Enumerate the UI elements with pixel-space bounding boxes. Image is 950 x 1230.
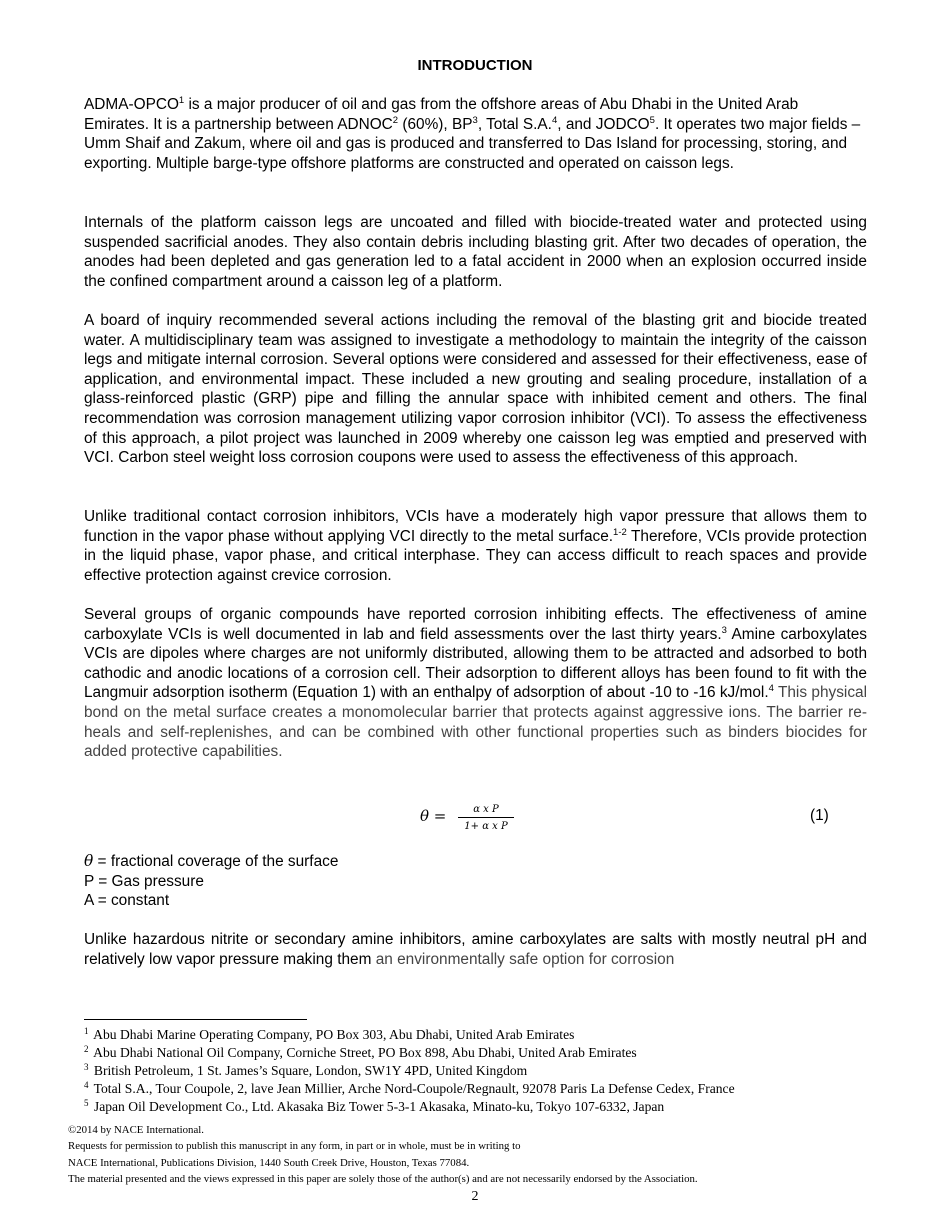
footnote-number: 2	[84, 1044, 89, 1054]
legal-line: NACE International, Publications Division, 1440 South Creek Drive, Houston, Texas 77084.	[68, 1156, 470, 1169]
text-run: an environmentally safe option for corrosion	[371, 950, 675, 968]
equation-fraction	[458, 804, 514, 832]
text-run: Unlike traditional contact corrosion inhibitors, VCIs have a moderately high vapor pressure that allows them to function in the vapor phase without applying VCI directly to the metal surface.	[84, 508, 867, 545]
paragraph-2: Internals of the platform caisson legs are uncoated and filled with biocide-treated water and protected using suspended sacrificial anodes. They also contain debris including blasting grit. After two decades of operation, the anodes had been depleted and gas generation led to a fatal accident in 2000 when an explosion occurred inside the confined compartment around a caisson leg of a platform.	[84, 214, 867, 290]
footnotes	[84, 1026, 874, 1116]
definition-theta	[84, 852, 338, 872]
footnote-text: Abu Dhabi Marine Operating Company, PO Box 303, Abu Dhabi, United Arab Emirates	[90, 1027, 575, 1042]
footnote-ref[interactable]: 1	[178, 95, 185, 106]
equation-lhs: θ =	[420, 807, 447, 825]
text-run: (60%), BP	[398, 115, 473, 133]
page-number: 2	[471, 1189, 479, 1204]
definition-p	[84, 872, 338, 892]
footnote-ref[interactable]: 4	[551, 114, 558, 126]
definition-a	[84, 891, 338, 911]
legal-line: Requests for permission to publish this manuscript in any form, in part or in whole, must be in writing to	[68, 1140, 521, 1153]
equation-number: (1)	[810, 807, 829, 824]
text-run: Therefore, VCIs provide protection in the liquid phase, vapor phase, and critical interphase. They can access difficult to reach spaces and provide effective protection against crevice corrosion.	[84, 527, 867, 584]
text-run: . It operates two major fields – Umm Shaif and Zakum, where oil and gas is produced and transferred to Das Island for processing, storing, and exporting. Multiple barge-type offshore platforms are constructed and operated on caisson legs.	[84, 115, 861, 172]
paragraph-4	[84, 507, 867, 585]
definition-text: = constant	[93, 892, 170, 910]
footnote-text: British Petroleum, 1 St. James’s Square, London, SW1Y 4PD, United Kingdom	[90, 1063, 528, 1078]
footnote-text: Abu Dhabi National Oil Company, Corniche Street, PO Box 898, Abu Dhabi, United Arab Emirates	[90, 1045, 637, 1060]
text-run: Unlike hazardous nitrite or secondary amine inhibitors, amine carboxylates are salts with mostly neutral pH and relatively low vapor pressure making them	[84, 931, 867, 968]
footnote-text: Total S.A., Tour Coupole, 2, lave Jean Millier, Arche Nord-Coupole/Regnault, 92078 Paris La Defense Cedex, France	[90, 1081, 735, 1096]
footnote-ref[interactable]: 5	[649, 114, 655, 126]
text-run: , and JODCO	[557, 115, 650, 133]
text-run: Amine carboxylates VCIs are dipoles where charges are not uniformly distributed, allowing them to be attracted and adsorbed to both cathodic and anodic locations of a corrosion cell. Their adsorption to different alloys has been found to fit with the Langmuir adsorption isotherm (Equation 1) with an enthalpy of adsorption of about -10 to -16 kJ/mol.	[84, 625, 867, 702]
footnote-number: 3	[84, 1062, 89, 1072]
definition-symbol: θ	[84, 852, 94, 870]
footnote-number: 1	[84, 1026, 89, 1036]
text-run: , Total S.A.	[477, 115, 552, 133]
definition-text: = fractional coverage of the surface	[93, 853, 339, 870]
paragraph-3: A board of inquiry recommended several actions including the removal of the blasting grit and biocide treated water. A multidisciplinary team was assigned to investigate a methodology to maintain the integrity of the caisson legs and mitigate internal corrosion. Several options were considered and assessed for their effectiveness, ease of application, and environmental impact. These included a new grouting and sealing procedure, installation of a glass-reinforced plastic (GRP) pipe and filling the annular space with inhibited cement and others. The final recommendation was corrosion management utilizing vapor corrosion inhibitor (VCI). To assess the effectiveness of this approach, a pilot project was launched in 2009 whereby one caisson leg was emptied and preserved with VCI. Carbon steel weight loss corrosion coupons were used to assess the effectiveness of this approach.	[84, 312, 867, 467]
citation-ref[interactable]: 3	[721, 624, 727, 636]
variable-definitions	[84, 852, 338, 911]
footnote-number: 5	[84, 1098, 89, 1108]
legal-line: ©2014 by NACE International.	[68, 1124, 204, 1136]
langmuir-equation	[420, 804, 870, 836]
footnote-text: Japan Oil Development Co., Ltd. Akasaka Biz Tower 5-3-1 Akasaka, Minato-ku, Tokyo 107-6332, Japan	[90, 1099, 665, 1114]
definition-text: = Gas pressure	[94, 872, 204, 890]
footnote-item	[84, 1044, 874, 1062]
citation-ref[interactable]: 1-2	[613, 526, 627, 538]
section-heading: INTRODUCTION	[417, 57, 533, 74]
paragraph-1	[84, 95, 867, 173]
footnote-item	[84, 1080, 874, 1098]
definition-symbol: P	[84, 872, 94, 890]
footnote-item	[84, 1098, 874, 1116]
legal-line: The material presented and the views expressed in this paper are solely those of the author(s) and are not necessarily endorsed by the Association.	[68, 1172, 698, 1185]
footnote-ref[interactable]: 3	[472, 114, 478, 126]
footnote-ref[interactable]: 2	[392, 114, 399, 126]
footnote-number: 4	[84, 1080, 89, 1090]
copyright-notice	[68, 1122, 888, 1187]
paragraph-6	[84, 930, 867, 969]
text-run: ADMA-OPCO	[84, 96, 179, 113]
definition-symbol: A	[84, 892, 94, 910]
text-run: is a major producer of oil and gas from the offshore areas of Abu Dhabi in the United Arab Emirates. It is a partnership between ADNOC	[84, 96, 799, 133]
paragraph-5	[84, 605, 867, 762]
footnote-item	[84, 1026, 874, 1044]
footnote-divider	[84, 1019, 307, 1020]
citation-ref[interactable]: 4	[768, 683, 774, 695]
footnote-item	[84, 1062, 874, 1080]
equation-denominator: 1+ α x P	[464, 821, 508, 832]
text-run: This physical bond on the metal surface creates a monomolecular barrier that protects against aggressive ions. The barrier re-heals and self-replenishes, and can be combined with other functional properties such as binders biocides for added protective capabilities.	[84, 684, 867, 761]
equation-numerator: α x P	[458, 804, 514, 818]
text-run: Several groups of organic compounds have reported corrosion inhibiting effects. The effectiveness of amine carboxylate VCIs is well documented in lab and field assessments over the last thirty years.	[84, 606, 867, 643]
